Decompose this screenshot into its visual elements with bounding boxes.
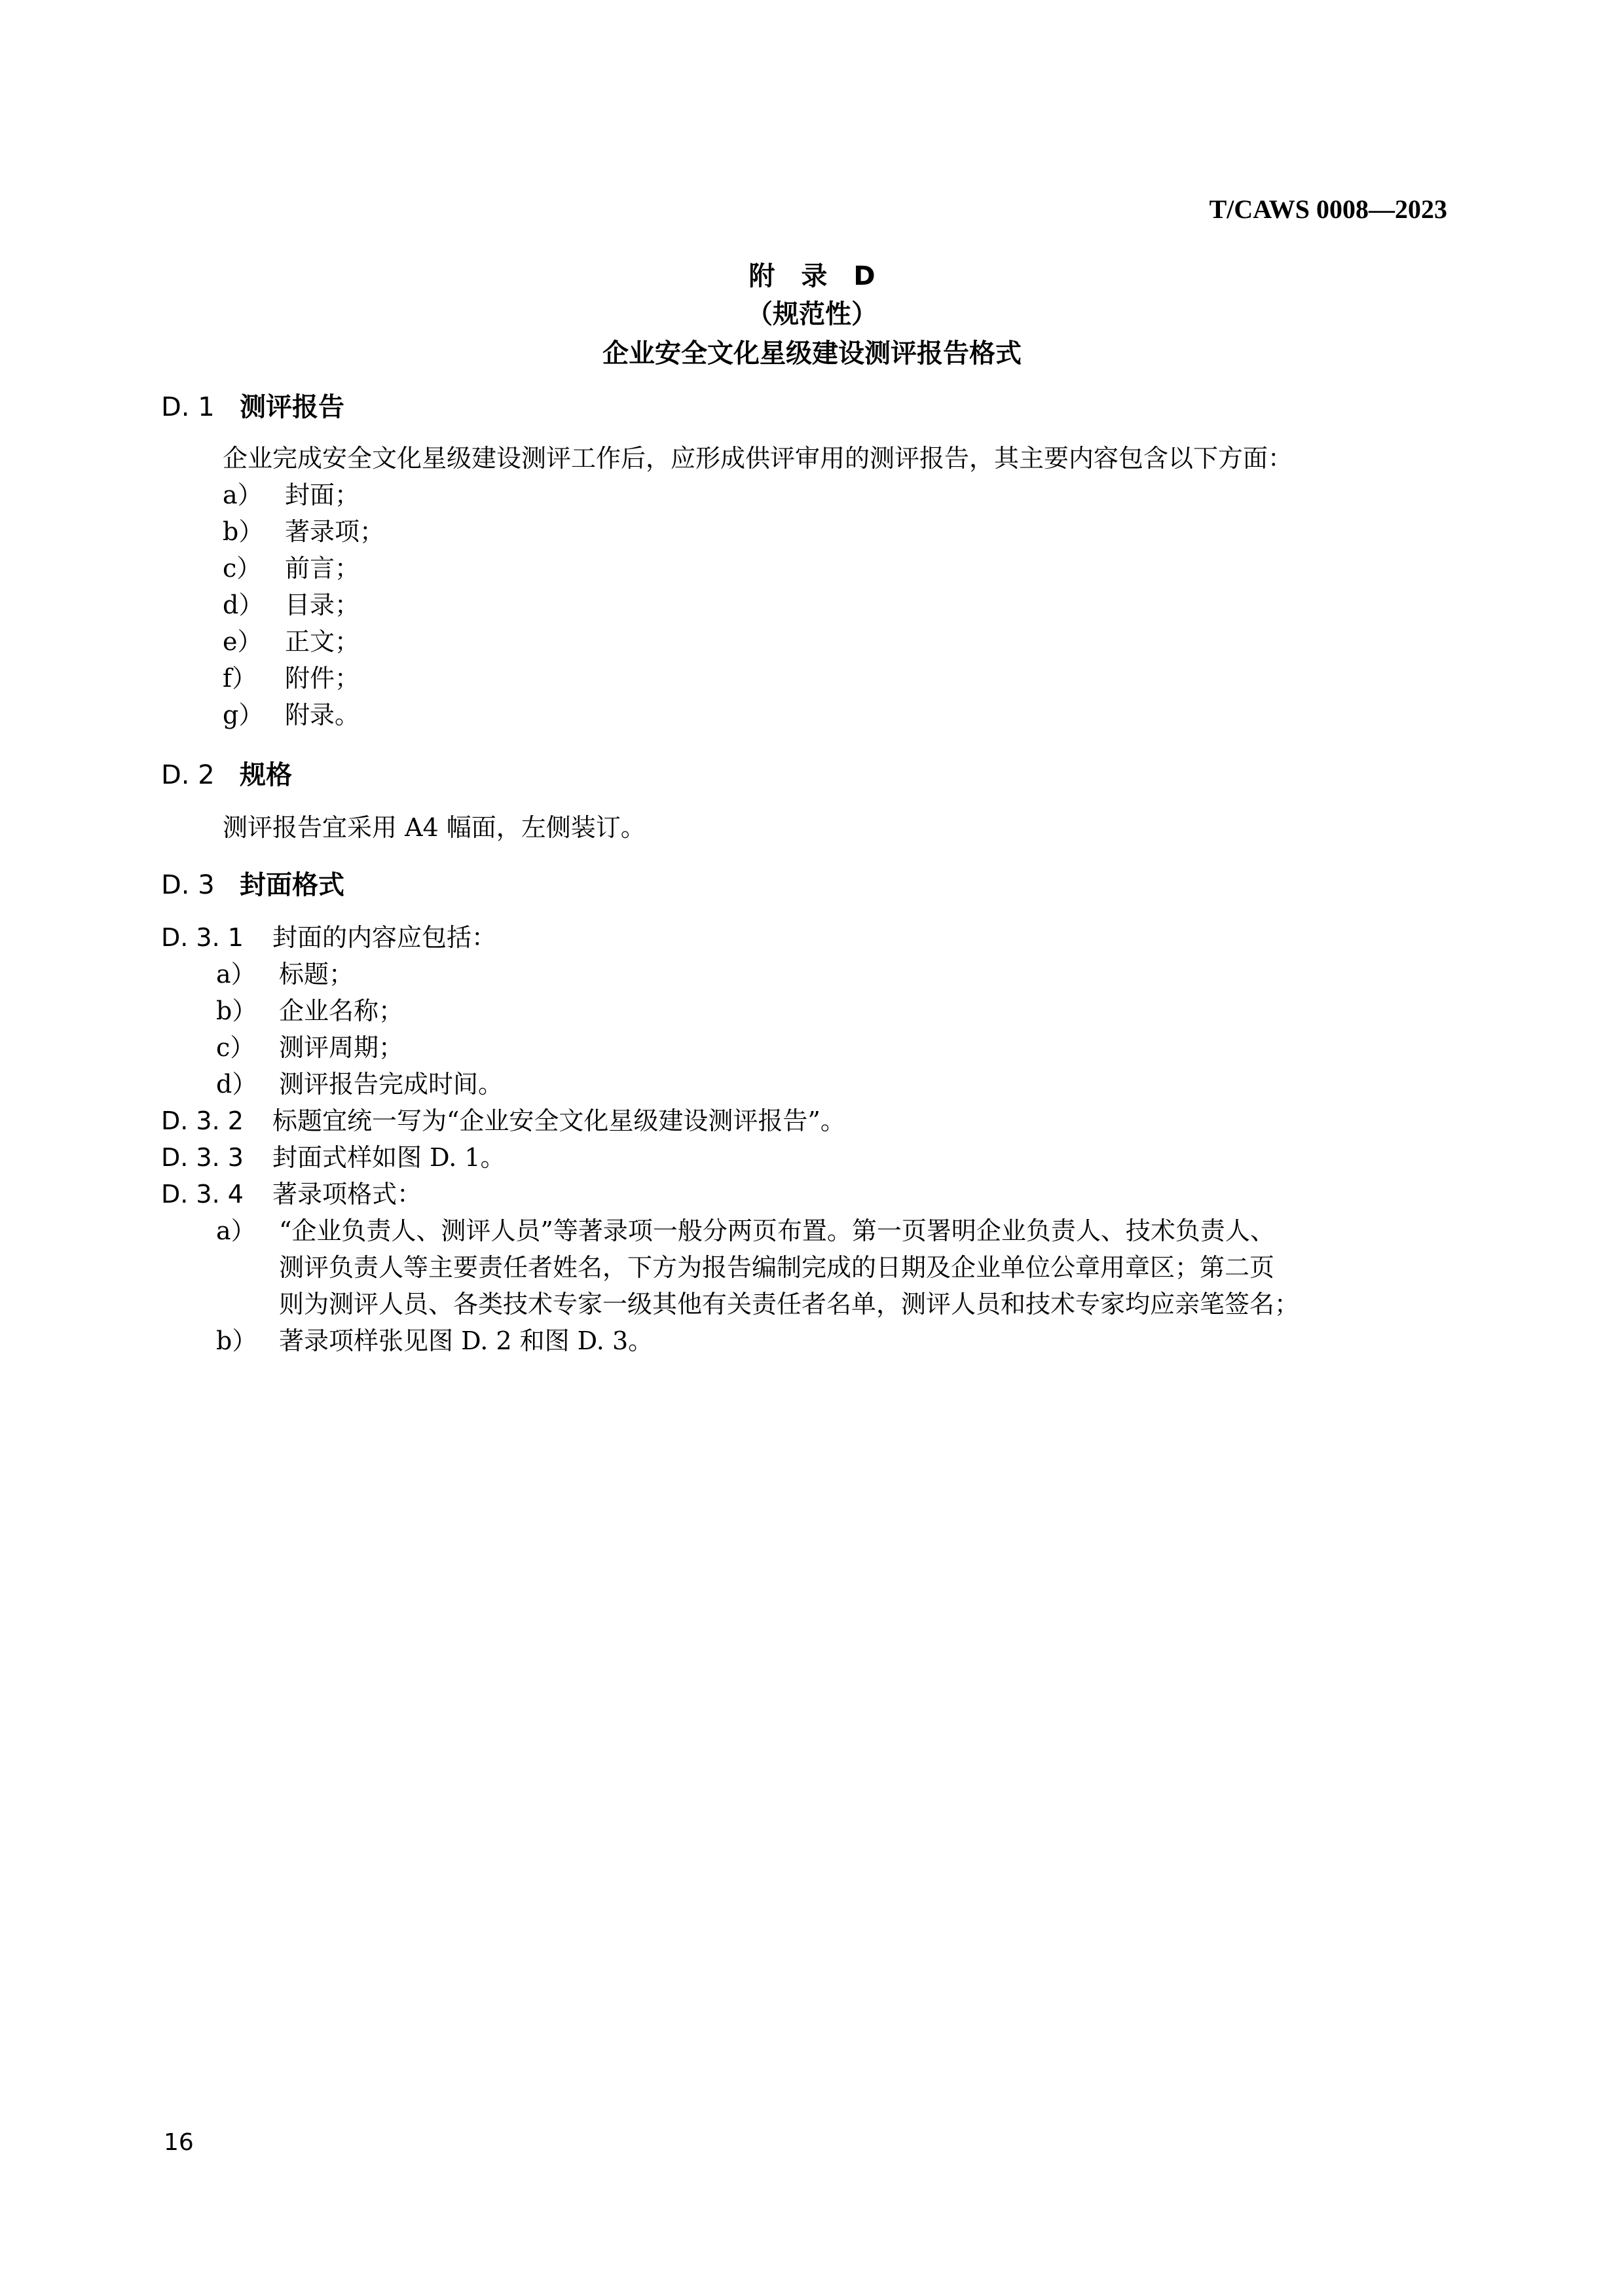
section-heading-d2 <box>161 757 292 793</box>
list-item <box>223 550 360 587</box>
list-marker: a） <box>216 1216 256 1245</box>
list-marker: f） <box>223 664 257 693</box>
section-number: D. 1 <box>161 392 215 422</box>
list-marker: c） <box>223 554 262 583</box>
clause-d31 <box>161 919 496 956</box>
section-number: D. 3 <box>161 870 215 900</box>
list-item <box>223 513 384 550</box>
list-text: 前言； <box>285 554 360 583</box>
list-text: 附件； <box>285 664 360 693</box>
list-text: 测评报告完成时间。 <box>279 1070 504 1099</box>
clause-number: D. 3. 4 <box>161 1180 244 1209</box>
list-item <box>223 623 360 660</box>
list-text-line: “企业负责人、测评人员”等著录项一般分两页布置。第一页署明企业负责人、技术负责人、 <box>279 1216 1275 1245</box>
list-item <box>216 1212 1275 1249</box>
clause-text: 封面的内容应包括： <box>272 923 497 952</box>
clause-text: 封面式样如图 D. 1。 <box>272 1143 506 1172</box>
list-item <box>216 993 403 1029</box>
list-item <box>223 697 360 733</box>
list-marker: d） <box>216 1070 257 1099</box>
list-item <box>223 587 360 623</box>
list-text: 著录项样张见图 D. 2 和图 D. 3。 <box>279 1326 654 1355</box>
list-text-line: 测评负责人等主要责任者姓名，下方为报告编制完成的日期及企业单位公章用章区；第二页 <box>279 1253 1275 1282</box>
clause-d32 <box>161 1102 845 1139</box>
section-number: D. 2 <box>161 760 215 790</box>
list-marker: e） <box>223 627 263 656</box>
list-text: 标题； <box>279 960 354 989</box>
list-marker: b） <box>223 517 264 546</box>
list-text: 封面； <box>285 481 360 509</box>
section-heading-d1 <box>161 389 344 426</box>
list-text: 目录； <box>285 591 360 619</box>
section-title: 封面格式 <box>240 870 344 900</box>
section-title: 测评报告 <box>240 392 344 422</box>
list-marker: a） <box>223 481 263 509</box>
list-text: 著录项； <box>285 517 385 546</box>
appendix-nature: （规范性） <box>747 299 877 329</box>
list-item <box>216 956 354 993</box>
section-title: 规格 <box>240 760 292 790</box>
clause-text: 标题宜统一写为“企业安全文化星级建设测评报告”。 <box>272 1106 845 1135</box>
list-marker: a） <box>216 960 256 989</box>
section-heading-d3 <box>161 867 344 903</box>
list-text-line: 则为测评人员、各类技术专家一级其他有关责任者名单，测评人员和技术专家均应亲笔签名； <box>279 1290 1300 1319</box>
clause-d33 <box>161 1139 506 1176</box>
section-body: 测评报告宜采用 A4 幅面，左侧装订。 <box>223 813 646 842</box>
appendix-title: 企业安全文化星级建设测评报告格式 <box>602 338 1022 369</box>
list-item <box>216 1066 503 1102</box>
list-item <box>216 1029 403 1066</box>
page-number: 16 <box>164 2129 194 2156</box>
list-text: 正文； <box>285 627 360 656</box>
clause-number: D. 3. 1 <box>161 923 244 952</box>
list-marker: d） <box>223 591 264 619</box>
list-marker: b） <box>216 1326 257 1355</box>
list-item <box>223 660 360 697</box>
list-marker: c） <box>216 1033 255 1062</box>
list-text: 测评周期； <box>279 1033 404 1062</box>
clause-number: D. 3. 3 <box>161 1143 244 1172</box>
list-item <box>223 477 360 513</box>
document-code: T/CAWS 0008—2023 <box>1209 194 1447 224</box>
clause-text: 著录项格式： <box>272 1180 422 1209</box>
list-item <box>216 1322 653 1359</box>
clause-d34 <box>161 1176 422 1212</box>
section-intro: 企业完成安全文化星级建设测评工作后，应形成供评审用的测评报告，其主要内容包含以下方面： <box>223 444 1293 473</box>
list-marker: g） <box>223 701 264 729</box>
list-marker: b） <box>216 996 257 1025</box>
list-text: 企业名称； <box>279 996 404 1025</box>
appendix-label: 附 录 D <box>748 261 876 291</box>
clause-number: D. 3. 2 <box>161 1106 244 1135</box>
list-text: 附录。 <box>285 701 360 729</box>
